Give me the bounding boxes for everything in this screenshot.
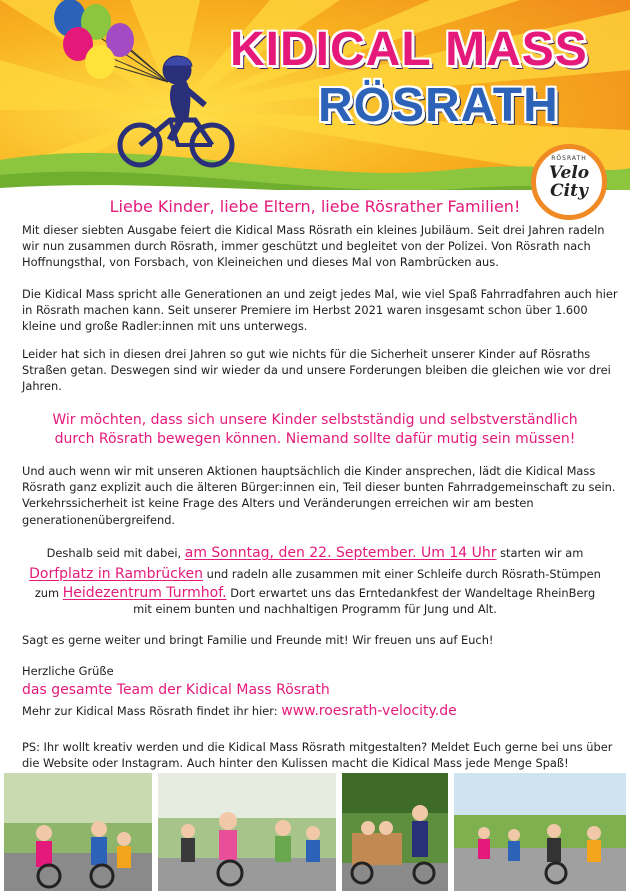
photo-ride-2 — [158, 773, 336, 891]
slogan — [0, 411, 630, 449]
greeting-heading: Liebe Kinder, liebe Eltern, liebe Rösrather Familien! — [109, 197, 521, 216]
event-date: am Sonntag, den 22. September. Um 14 Uhr — [184, 545, 497, 561]
title-kidical-mass: KIDICAL MASS — [230, 23, 588, 76]
event-start-place: Dorfplatz in Rambrücken — [29, 566, 203, 582]
more-info: Mehr zur Kidical Mass Rösrath findet ihr hier: www.roesrath-velocity.de — [22, 703, 457, 719]
logo-text: Velo City — [548, 163, 590, 201]
paragraph-anniversary: Mit dieser siebten Ausgabe feiert die Kidical Mass Rösrath ein kleines Jubiläum. Seit drei Jahren radeln wir nun zusammen durch Rösrath, immer geschützt und begleitet von der Polizei. Von Rösrath nach Hoffnungsthal, von Forsbach, von Kleineichen und dieses Mal von Rambrücken aus. — [22, 223, 605, 270]
paragraph-generations: Die Kidical Mass spricht alle Generationen an und zeigt jedes Mal, wie viel Spaß Fahrradfahren auch hier in Rösrath machen kann. Seit unserer Premiere im Herbst 2021 waren insgesamt schon über 1.600 kleine und große Radler:innen mit uns unterwegs. — [22, 287, 618, 334]
photo-ride-3 — [454, 773, 626, 891]
photo-ride-1 — [4, 773, 152, 891]
slogan-line-2: durch Rösrath bewegen können. Niemand sollte dafür mutig sein müssen! — [54, 431, 576, 447]
paragraph-safety: Leider hat sich in diesen drei Jahren so gut wie nichts für die Sicherheit unserer Kinder auf Rösraths Straßen getan. Deswegen sind wir wieder da und unsere Forderungen bleiben die gleichen wie vor drei Jahren. — [22, 347, 611, 394]
regards-text: Herzliche Grüße — [22, 664, 114, 678]
paragraph-community: Und auch wenn wir mit unseren Aktionen hauptsächlich die Kinder ansprechen, lädt die Kidical Mass Rösrath ganz explizit auch die älteren Bürger:innen ein, Teil dieser bunten Fahrradgemeinschaft zu sein. Verkehrssicherheit ist keine Frage des Alters und Veränderungen erreichen wir am besten generationenübergreifend. — [22, 464, 616, 527]
team-signature: das gesamte Team der Kidical Mass Rösrath — [22, 682, 330, 698]
slogan-line-1: Wir möchten, dass sich unsere Kinder selbstständig und selbstverständlich — [52, 412, 578, 428]
event-details: Deshalb seid mit dabei, am Sonntag, den 22. September. Um 14 Uhr starten wir am Dorfplatz in Rambrücken und radeln alle zusammen mit einer Schleife durch Rösrath-Stümpen zum Heidezentrum Turmhof. Dort erwartet uns das Erntedankfest der Wandeltage RheinBerg mit einem bunten und nachhaltigen Programm für Jung und Alt. — [29, 545, 601, 616]
photo-strip — [4, 773, 626, 891]
postscript: PS: Ihr wollt kreativ werden und die Kidical Mass Rösrath mitgestalten? Meldet Euch gerne bei uns über die Website oder Instagram. Auch hinter den Kulissen macht die Kidical Mass jede Menge Spaß! — [22, 740, 613, 770]
website-link[interactable]: www.roesrath-velocity.de — [281, 703, 457, 719]
logo-small-text: RÖSRATH — [551, 155, 587, 162]
photo-cargo-bike — [342, 773, 448, 891]
event-destination: Heidezentrum Turmhof. — [62, 585, 227, 601]
title-roesrath: RÖSRATH — [318, 79, 559, 132]
share-text: Sagt es gerne weiter und bringt Familie und Freunde mit! Wir freuen uns auf Euch! — [22, 633, 494, 647]
